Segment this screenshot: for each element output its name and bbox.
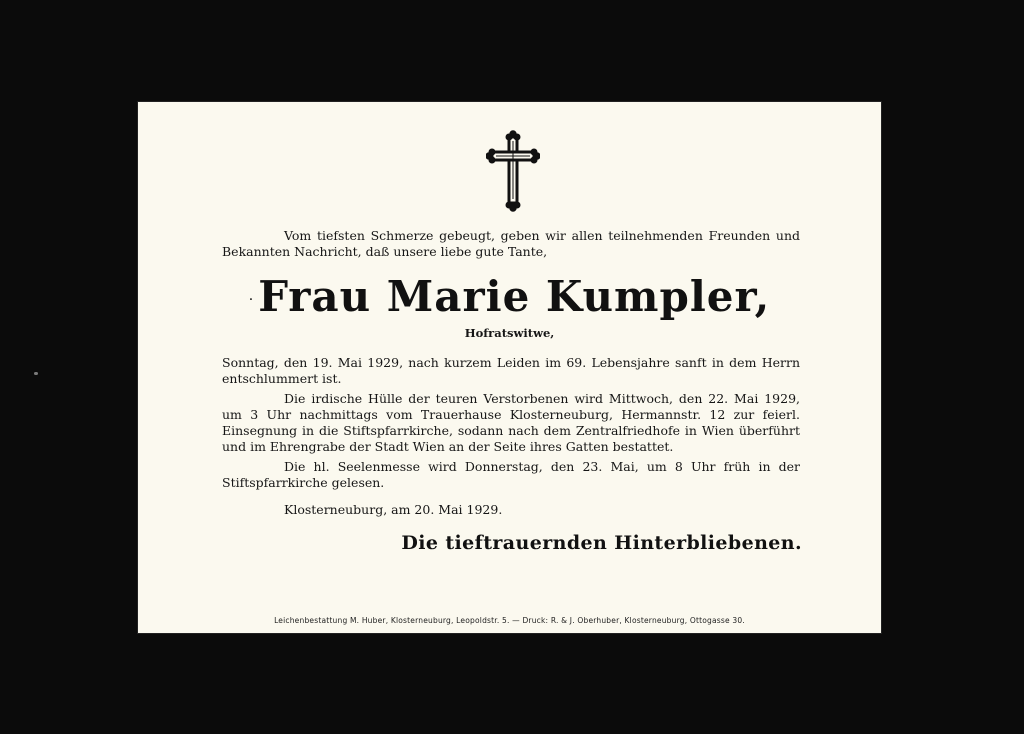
funeral-paragraph: Die irdische Hülle der teuren Verstorbenen wird Mittwoch, den 22. Mai 1929, um 3 Uhr nachmittags vom Trauerhause Klosterneuburg, Hermannstr. 12 zur feierl. Einsegnung in die Stiftspfarrkirche, sodann nach dem Zentralfriedhofe in Wien überführt und im Ehrengrabe der Stadt Wien an der Seite ihres Gatten bestattet. — [222, 391, 800, 454]
printer-footer: Leichenbestattung M. Huber, Klosterneuburg, Leopoldstr. 5. — Druck: R. & J. Oberhuber, Klosterneuburg, Ottogasse 30. — [274, 616, 745, 625]
deceased-name — [137, 273, 882, 324]
mass-paragraph: Die hl. Seelenmesse wird Donnerstag, den 23. Mai, um 8 Uhr früh in der Stiftspfarrkirche gelesen. — [222, 459, 800, 490]
deceased-title: Hofratswitwe, — [464, 326, 555, 340]
intro-paragraph: Vom tiefsten Schmerze gebeugt, geben wir allen teilnehmenden Freunden und Bekannten Nachricht, daß unsere liebe gute Tante, — [222, 228, 800, 259]
funeral-notice-card — [137, 101, 882, 634]
cross-icon — [486, 129, 540, 213]
deceased-name-text: Frau Marie Kumpler, — [258, 272, 771, 321]
signature-line: Die tieftrauernden Hinterbliebenen. — [401, 532, 802, 554]
dust-speck — [34, 372, 38, 375]
death-paragraph: Sonntag, den 19. Mai 1929, nach kurzem Leiden im 69. Lebensjahre sanft in dem Herrn entschlummert ist. — [222, 355, 800, 386]
ornament-dot: · — [248, 292, 255, 308]
place-date: Klosterneuburg, am 20. Mai 1929. — [284, 502, 503, 517]
